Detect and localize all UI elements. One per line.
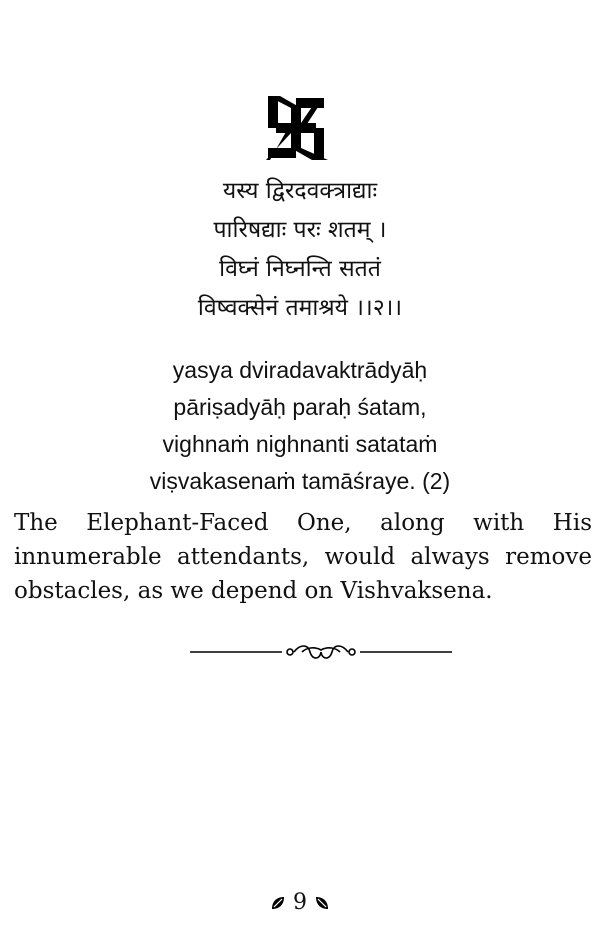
page-number: 9 xyxy=(293,890,307,915)
swastika-icon xyxy=(260,92,332,164)
sanskrit-line: विष्वक्सेनं तमाश्रये ।।२।। xyxy=(197,295,403,321)
transliteration-line: pāriṣadyāḥ paraḥ śatam, xyxy=(173,394,427,420)
scroll-ornament-icon xyxy=(190,640,452,664)
english-translation xyxy=(14,506,592,608)
transliteration xyxy=(0,352,600,500)
leaf-ornament-icon xyxy=(315,896,329,910)
sanskrit-verse xyxy=(0,172,600,328)
page-footer xyxy=(0,888,600,918)
transliteration-line: yasya dviradavaktrādyāḥ xyxy=(172,357,428,383)
transliteration-line: vighnaṁ nighnanti satataṁ xyxy=(162,431,438,457)
translation-line: The Elephant-Faced One, along with His xyxy=(14,510,592,536)
sanskrit-line: पारिषद्याः परः शतम् । xyxy=(213,217,387,243)
leaf-ornament-icon xyxy=(271,896,285,910)
translation-line: obstacles, as we depend on Vishvaksena. xyxy=(14,578,493,604)
sanskrit-line: विघ्नं निघ्नन्ति सततं xyxy=(219,256,381,282)
translation-line: innumerable attendants, would always remove xyxy=(14,544,592,570)
sanskrit-line: यस्य द्विरदवक्त्राद्याः xyxy=(222,178,378,204)
transliteration-line: viṣvakasenaṁ tamāśraye. (2) xyxy=(149,468,451,494)
